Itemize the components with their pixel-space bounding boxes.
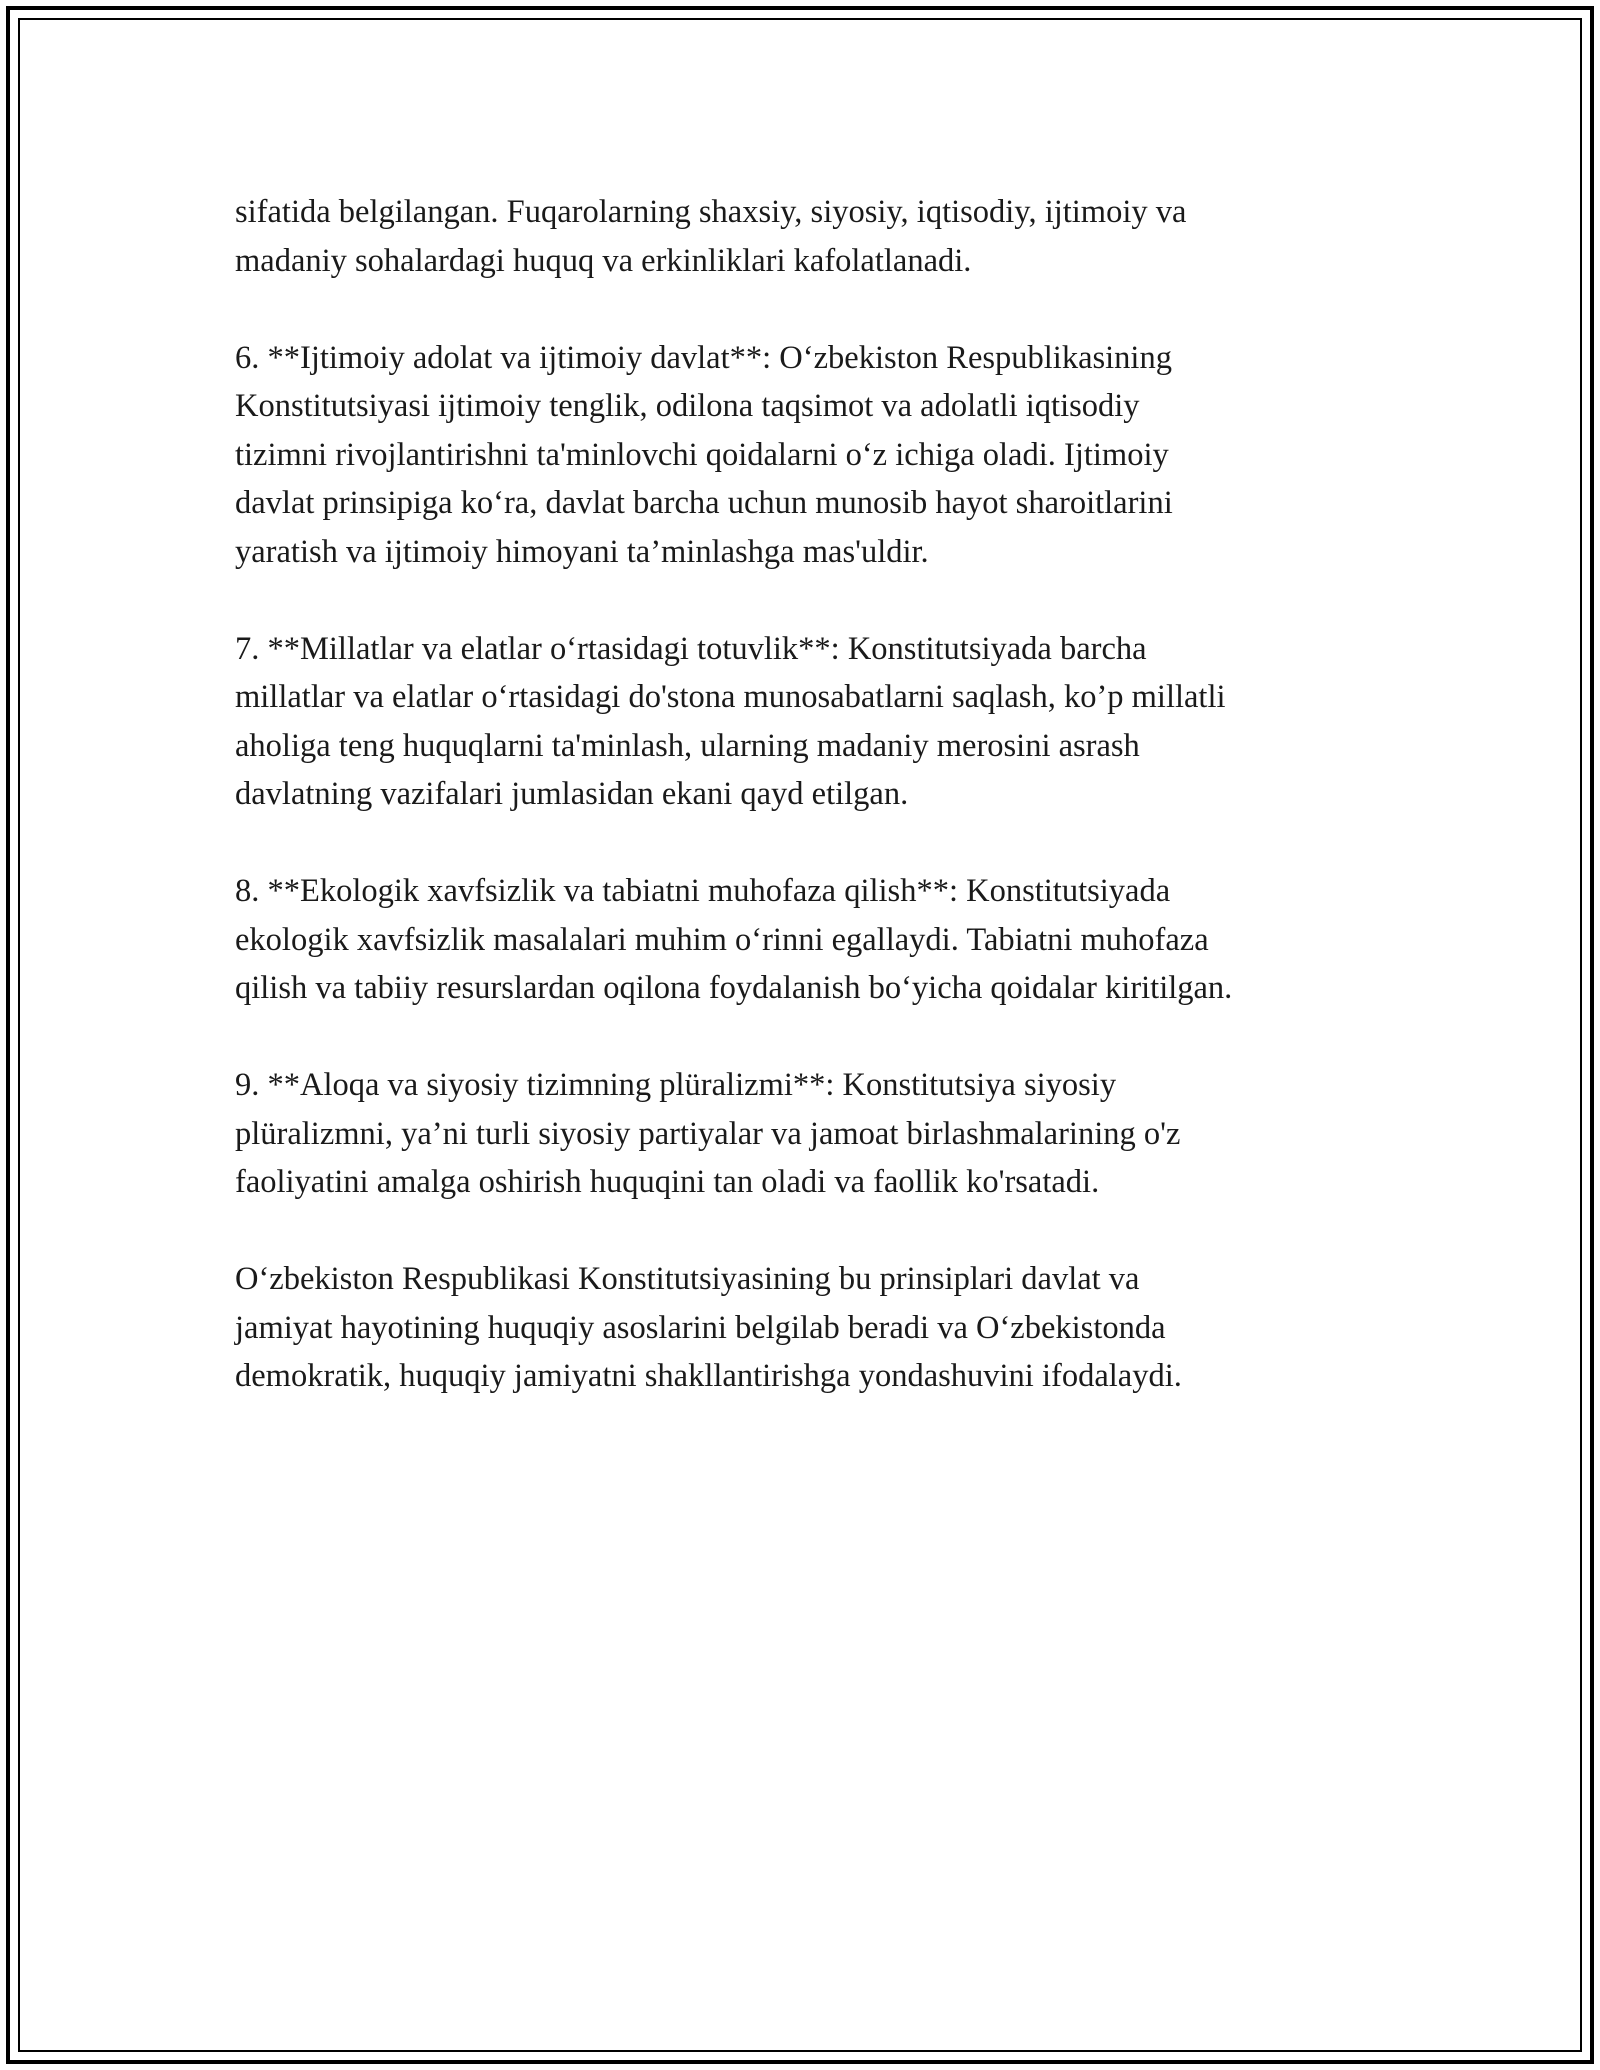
text-line: 6. **Ijtimoiy adolat va ijtimoiy davlat**: O‘zbekiston Respublikasining xyxy=(235,339,1172,376)
text-line: jamiyat hayotining huquqiy asoslarini belgilab beradi va O‘zbekistonda xyxy=(235,1309,1166,1346)
text-line: qilish va tabiiy resurslardan oqilona foydalanish bo‘yicha qoidalar kiritilgan. xyxy=(235,970,1233,1006)
paragraph-item-9 xyxy=(235,1061,1370,1207)
text-line: faoliyatini amalga oshirish huquqini tan oladi va faollik ko'rsatadi. xyxy=(235,1164,1100,1200)
paragraph-item-8 xyxy=(235,867,1370,1013)
text-line: plüralizmni, ya’ni turli siyosiy partiyalar va jamoat birlashmalarining o'z xyxy=(235,1115,1181,1152)
paragraph-continuation xyxy=(235,188,1370,285)
paragraph-item-6 xyxy=(235,334,1370,577)
text-line: Konstitutsiyasi ijtimoiy tenglik, odilona taqsimot va adolatli iqtisodiy xyxy=(235,388,1140,424)
text-line: sifatida belgilangan. Fuqarolarning shaxsiy, siyosiy, iqtisodiy, ijtimoiy va xyxy=(235,194,1187,230)
document-body xyxy=(235,188,1370,1449)
text-line: aholiga teng huquqlarni ta'minlash, ularning madaniy merosini asrash xyxy=(235,727,1140,764)
text-line: O‘zbekiston Respublikasi Konstitutsiyasining bu prinsiplari davlat va xyxy=(235,1261,1140,1297)
text-line: ekologik xavfsizlik masalalari muhim o‘rinni egallaydi. Tabiatni muhofaza xyxy=(235,921,1209,958)
text-line: millatlar va elatlar o‘rtasidagi do'stona munosabatlarni saqlash, ko’p millatli xyxy=(235,679,1226,715)
text-line: tizimni rivojlantirishni ta'minlovchi qoidalarni o‘z ichiga oladi. Ijtimoiy xyxy=(235,436,1169,473)
text-line: davlat prinsipiga ko‘ra, davlat barcha uchun munosib hayot sharoitlarini xyxy=(235,485,1173,521)
text-line: yaratish va ijtimoiy himoyani ta’minlashga mas'uldir. xyxy=(235,533,929,570)
paragraph-conclusion xyxy=(235,1255,1370,1401)
text-line: 7. **Millatlar va elatlar o‘rtasidagi totuvlik**: Konstitutsiyada barcha xyxy=(235,630,1147,667)
text-line: 9. **Aloqa va siyosiy tizimning plüralizmi**: Konstitutsiya siyosiy xyxy=(235,1067,1117,1103)
text-line: davlatning vazifalari jumlasidan ekani qayd etilgan. xyxy=(235,776,909,812)
paragraph-item-7 xyxy=(235,625,1370,819)
text-line: madaniy sohalardagi huquq va erkinliklari kafolatlanadi. xyxy=(235,242,972,279)
text-line: demokratik, huquqiy jamiyatni shakllantirishga yondashuvini ifodalaydi. xyxy=(235,1358,1182,1394)
text-line: 8. **Ekologik xavfsizlik va tabiatni muhofaza qilish**: Konstitutsiyada xyxy=(235,873,1171,909)
